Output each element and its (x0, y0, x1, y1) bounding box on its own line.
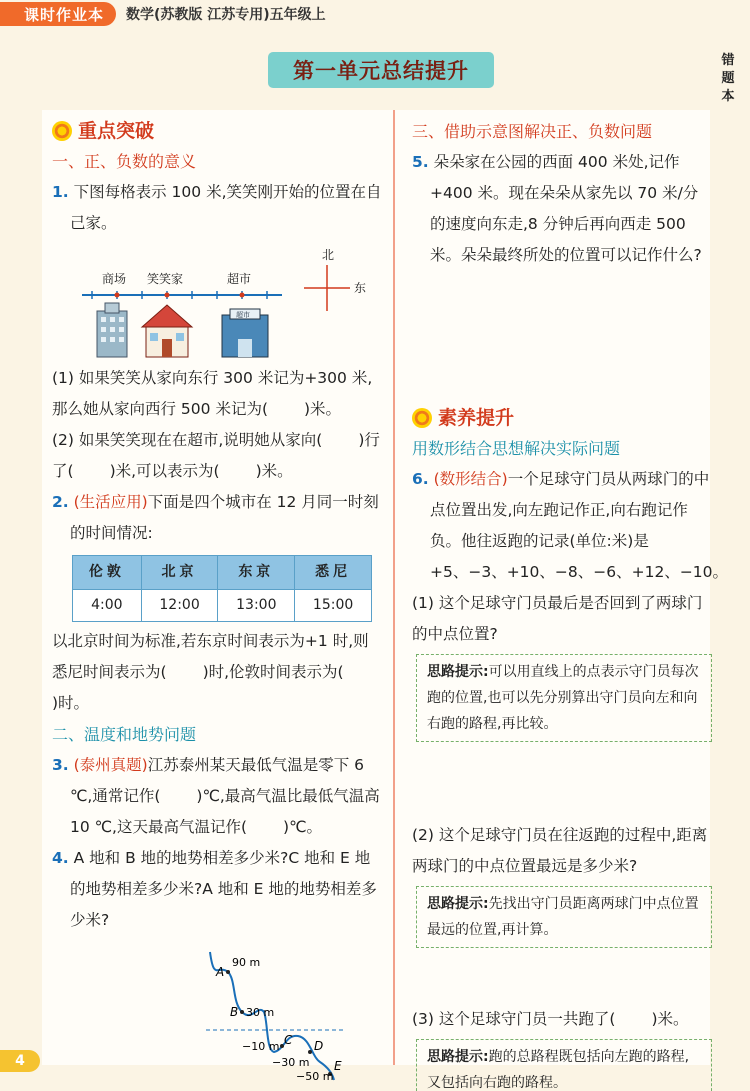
subsection-title: 用数形结合思想解决实际问题 (412, 439, 621, 458)
label-market: 超市 (227, 272, 252, 286)
table-cell: 4:00 (73, 590, 142, 622)
question-2-follow-up (52, 626, 382, 719)
side-tab-char: 本 (721, 89, 735, 104)
question-tag: (生活应用) (73, 493, 148, 511)
part-text: (1) 如果笑笑从家向东行 300 米记为+300 米,那么她从家向西行 500 米记为( (52, 369, 373, 418)
part-text: 以北京时间为标准,若东京时间表示为+1 时,则悉尼时间表示为( (52, 632, 369, 681)
unit-title: 第一单元总结提升 (268, 52, 494, 88)
label-d: D (314, 1039, 324, 1053)
label-home: 笑笑家 (147, 272, 184, 286)
question-text: 一个足球守门员从两球门的中点位置出发,向左跑记作正,向右跑记作负。他往返跑的记录(单位:米)是+5、−3、+10、−8、−6、+12、−10。 (430, 470, 729, 581)
hint-box (416, 886, 712, 948)
subsection-title: 二、温度和地势问题 (52, 725, 197, 744)
side-tab (718, 52, 738, 106)
part-text-mid: )行了( (52, 431, 380, 480)
section-title: 素养提升 (438, 406, 515, 429)
question-4 (52, 843, 382, 936)
part-text: (2) 如果笑笑现在在超市,说明她从家向( (52, 431, 323, 449)
target-icon (52, 121, 72, 141)
section-heading (412, 403, 712, 433)
left-column (52, 116, 382, 1082)
question-text: A 地和 B 地的地势相差多少米?C 地和 E 地的地势相差多少米?A 地和 E 地的地势相差多少米? (70, 849, 377, 929)
table-row (73, 590, 372, 622)
table-cell: 15:00 (295, 590, 372, 622)
house-icon (142, 305, 192, 357)
question-2 (52, 487, 382, 549)
table-header: 北京 (141, 556, 218, 590)
question-5 (412, 147, 712, 271)
lightbulb-icon (412, 408, 432, 428)
question-6 (412, 464, 729, 588)
question-text: 下面是四个城市在 12 月同一时刻的时间情况: (70, 493, 379, 542)
question-number: 2. (52, 493, 69, 511)
label-d-value: −30 m (272, 1056, 310, 1069)
brand-label: 课时作业本 (0, 2, 116, 26)
question-text: 江苏泰州某天最低气温是零下 6 ℃,通常记作( (70, 756, 365, 805)
question-number: 4. (52, 849, 69, 867)
side-tab-char: 错 (721, 53, 735, 68)
table-cell: 12:00 (141, 590, 218, 622)
column-divider (393, 110, 395, 1065)
part-text-end: )米。 (651, 1010, 689, 1028)
question-text: 朵朵家在公园的西面 400 米处,记作+400 米。现在朵朵从家先以 70 米/分的速度向东走,8 分钟后再向西走 500 米。朵朵最终所处的位置可以记作什么? (430, 153, 702, 264)
hint-text: 先找出守门员距离两球门中点位置最远的位置,再计算。 (427, 896, 699, 938)
question-number: 3. (52, 756, 69, 774)
table-header: 悉尼 (295, 556, 372, 590)
label-north: 北 (322, 248, 335, 262)
label-east: 东 (354, 281, 367, 295)
hint-label: 思路提示: (427, 664, 489, 680)
label-a: A (216, 965, 225, 979)
terrain-diagram (202, 942, 352, 1082)
subsection-title: 三、借助示意图解决正、负数问题 (412, 122, 653, 141)
part-text: (3) 这个足球守门员一共跑了( (412, 1010, 616, 1028)
label-mall: 商场 (102, 272, 127, 286)
question-text-end: )℃。 (283, 818, 323, 836)
part-text-end: )米。 (304, 400, 342, 418)
part-text-mid2: )米,可以表示为( (109, 462, 220, 480)
label-b-value: 30 m (246, 1006, 275, 1019)
side-tab-char: 题 (721, 71, 735, 86)
label-e-value: −50 m (296, 1070, 334, 1082)
question-6-part-1: (1) 这个足球守门员最后是否回到了两球门的中点位置? (412, 594, 703, 643)
label-a-value: 90 m (232, 956, 261, 969)
question-text-mid: )℃,最高气温比最低气温高 10 ℃,这天最高气温记作( (70, 787, 380, 836)
hint-box (416, 654, 712, 742)
question-tag: (数形结合) (433, 470, 508, 488)
question-text: 下图每格表示 100 米,笑笑刚开始的位置在自己家。 (70, 183, 382, 232)
section-title: 重点突破 (78, 119, 155, 142)
label-e: E (334, 1059, 342, 1073)
label-sign: 超市 (236, 311, 250, 319)
mall-building-icon (97, 303, 127, 357)
right-column (412, 116, 729, 1091)
table-header: 伦敦 (73, 556, 142, 590)
label-c-value: −10 m (242, 1040, 280, 1053)
subject-label: 数学(苏教版 江苏专用)五年级上 (126, 7, 326, 23)
question-number: 6. (412, 470, 429, 488)
supermarket-icon (222, 309, 268, 357)
label-c: C (284, 1033, 293, 1047)
part-text-end: )时。 (52, 694, 90, 712)
city-time-table (72, 555, 372, 622)
map-illustration (72, 243, 372, 363)
question-6-part-2: (2) 这个足球守门员在往返跑的过程中,距离两球门的中点位置最远是多少米? (412, 826, 708, 875)
hint-label: 思路提示: (427, 896, 489, 912)
label-b: B (230, 1005, 239, 1019)
table-header: 东京 (218, 556, 295, 590)
hint-text: 可以用直线上的点表示守门员每次跑的位置,也可以先分别算出守门员向左和向右跑的路程,再比较。 (427, 664, 699, 732)
question-6-part-3 (412, 1004, 712, 1035)
part-text-mid: )时,伦敦时间表示为( (202, 663, 344, 681)
part-text-end: )米。 (255, 462, 293, 480)
section-heading (52, 116, 382, 146)
page-number: 4 (0, 1050, 40, 1072)
question-1-part-1 (52, 363, 382, 425)
hint-text: 跑的总路程既包括向左跑的路程,又包括向右跑的路程。 (427, 1049, 690, 1091)
subsection-title: 一、正、负数的意义 (52, 152, 197, 171)
hint-label: 思路提示: (427, 1049, 489, 1065)
question-1 (52, 177, 382, 239)
question-number: 5. (412, 153, 429, 171)
table-cell: 13:00 (218, 590, 295, 622)
page-header (0, 0, 750, 28)
question-1-part-2 (52, 425, 382, 487)
question-3 (52, 750, 382, 843)
question-number: 1. (52, 183, 69, 201)
question-tag: (泰州真题) (73, 756, 148, 774)
map-figure (72, 243, 372, 363)
hint-box (416, 1039, 712, 1091)
